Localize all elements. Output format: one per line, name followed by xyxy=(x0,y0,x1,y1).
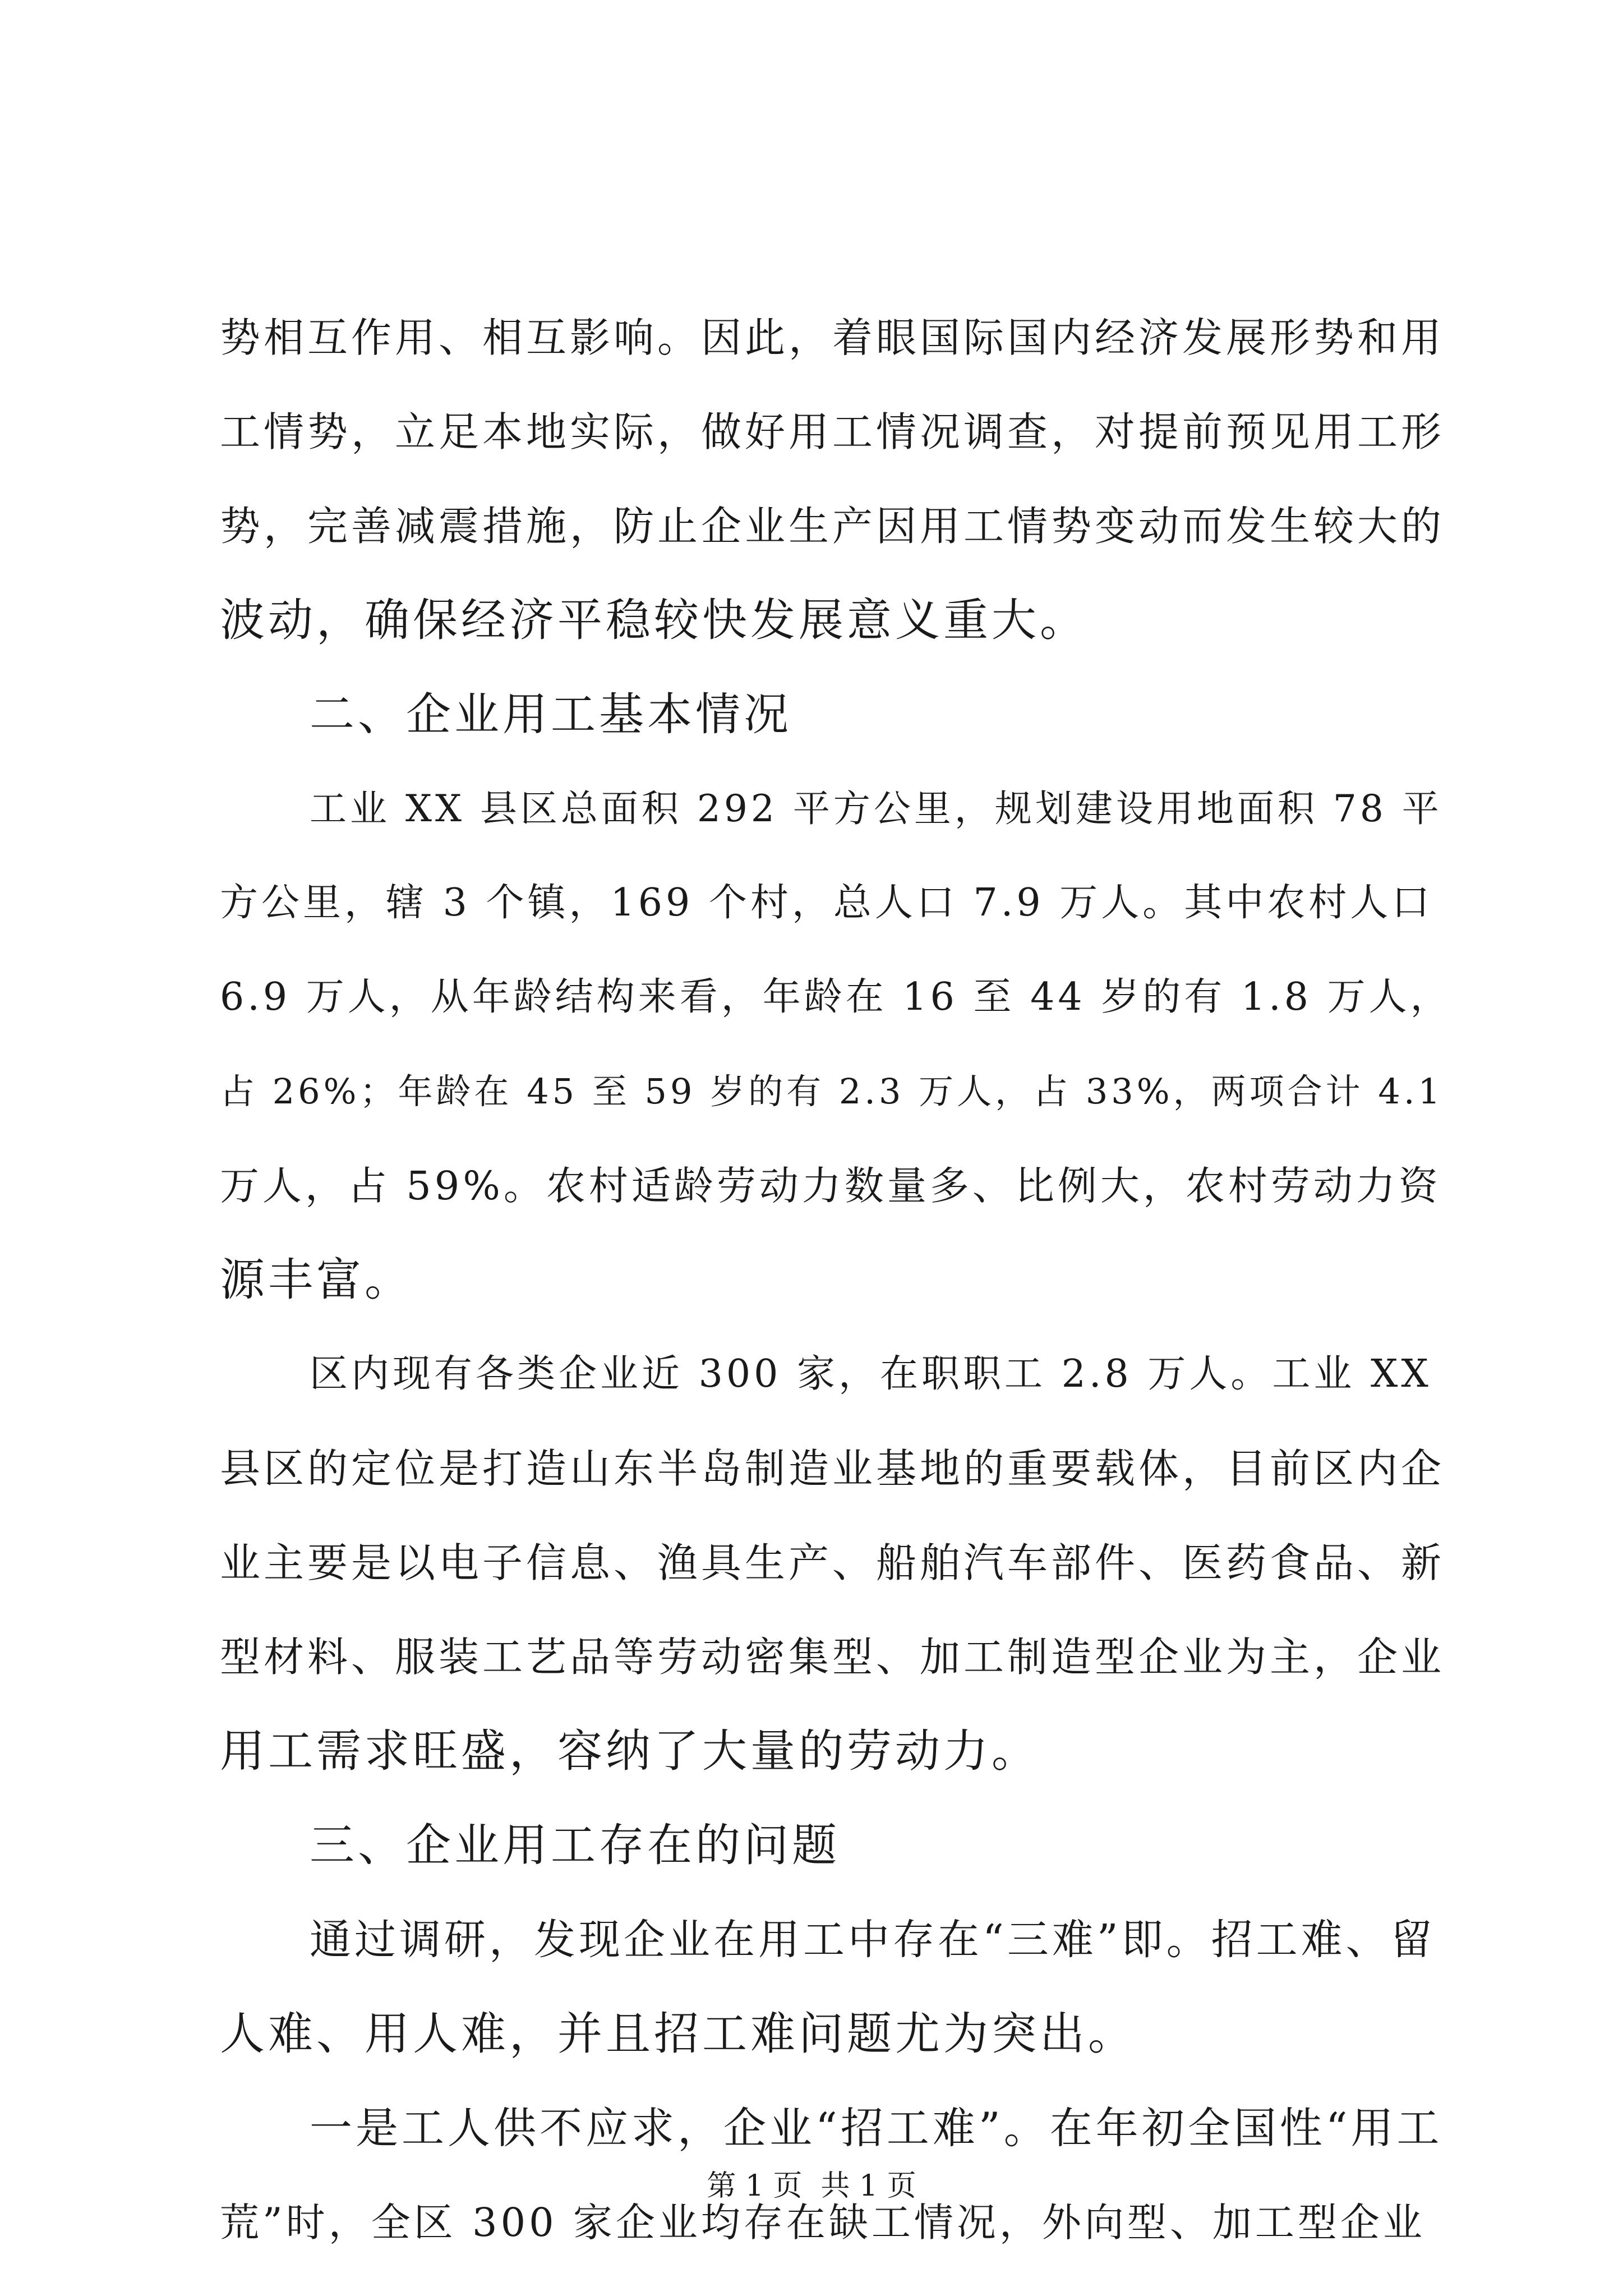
text-line: 通过调研，发现企业在用工中存在“三难”即。招工难、留 xyxy=(310,1916,1436,1964)
text-line: 三、企业用工存在的问题 xyxy=(310,1819,840,1871)
text-line: 区内现有各类企业近 300 家，在职职工 2.8 万人。工业 XX xyxy=(310,1352,1432,1396)
text-line: 占 26%；年龄在 45 至 59 岁的有 2.3 万人，占 33%，两项合计 4.1 xyxy=(220,1071,1444,1112)
text-line: 荒”时，全区 300 家企业均存在缺工情况，外向型、加工型企业 xyxy=(220,2200,1426,2246)
text-line: 二、企业用工基本情况 xyxy=(310,688,792,740)
text-line: 方公里，辖 3 个镇，169 个村，总人口 7.9 万人。其中农村人口 xyxy=(220,881,1433,925)
text-line: 万人，占 59%。农村适龄劳动力数量多、比例大，农村劳动力资 xyxy=(220,1163,1441,1209)
text-line: 工情势，立足本地实际，做好用工情况调查，对提前预见用工形 xyxy=(220,408,1445,455)
text-line: 6.9 万人，从年龄结构来看，年龄在 16 至 44 岁的有 1.8 万人， xyxy=(220,975,1452,1019)
page-footer: 第 1 页 共 1 页 xyxy=(707,2169,916,2203)
text-line: 人难、用人难，并且招工难问题尤为突出。 xyxy=(220,2008,1136,2060)
text-line: 县区的定位是打造山东半岛制造业基地的重要载体，目前区内企 xyxy=(220,1445,1445,1492)
text-line: 源丰富。 xyxy=(220,1254,413,1306)
text-line: 型材料、服装工艺品等劳动密集型、加工制造型企业为主，企业 xyxy=(220,1634,1445,1681)
text-line: 工业 XX 县区总面积 292 平方公里，规划建设用地面积 78 平 xyxy=(310,787,1442,830)
text-line: 波动，确保经济平稳较快发展意义重大。 xyxy=(220,594,1088,646)
text-line: 势，完善减震措施，防止企业生产因用工情势变动而发生较大的 xyxy=(220,503,1445,550)
text-line: 势相互作用、相互影响。因此，着眼国际国内经济发展形势和用 xyxy=(220,314,1445,361)
text-line: 一是工人供不应求，企业“招工难”。在年初全国性“用工 xyxy=(310,2103,1443,2153)
text-line: 业主要是以电子信息、渔具生产、船舶汽车部件、医药食品、新 xyxy=(220,1539,1445,1586)
text-line: 用工需求旺盛，容纳了大量的劳动力。 xyxy=(220,1725,1040,1777)
document-body xyxy=(220,291,1454,2270)
